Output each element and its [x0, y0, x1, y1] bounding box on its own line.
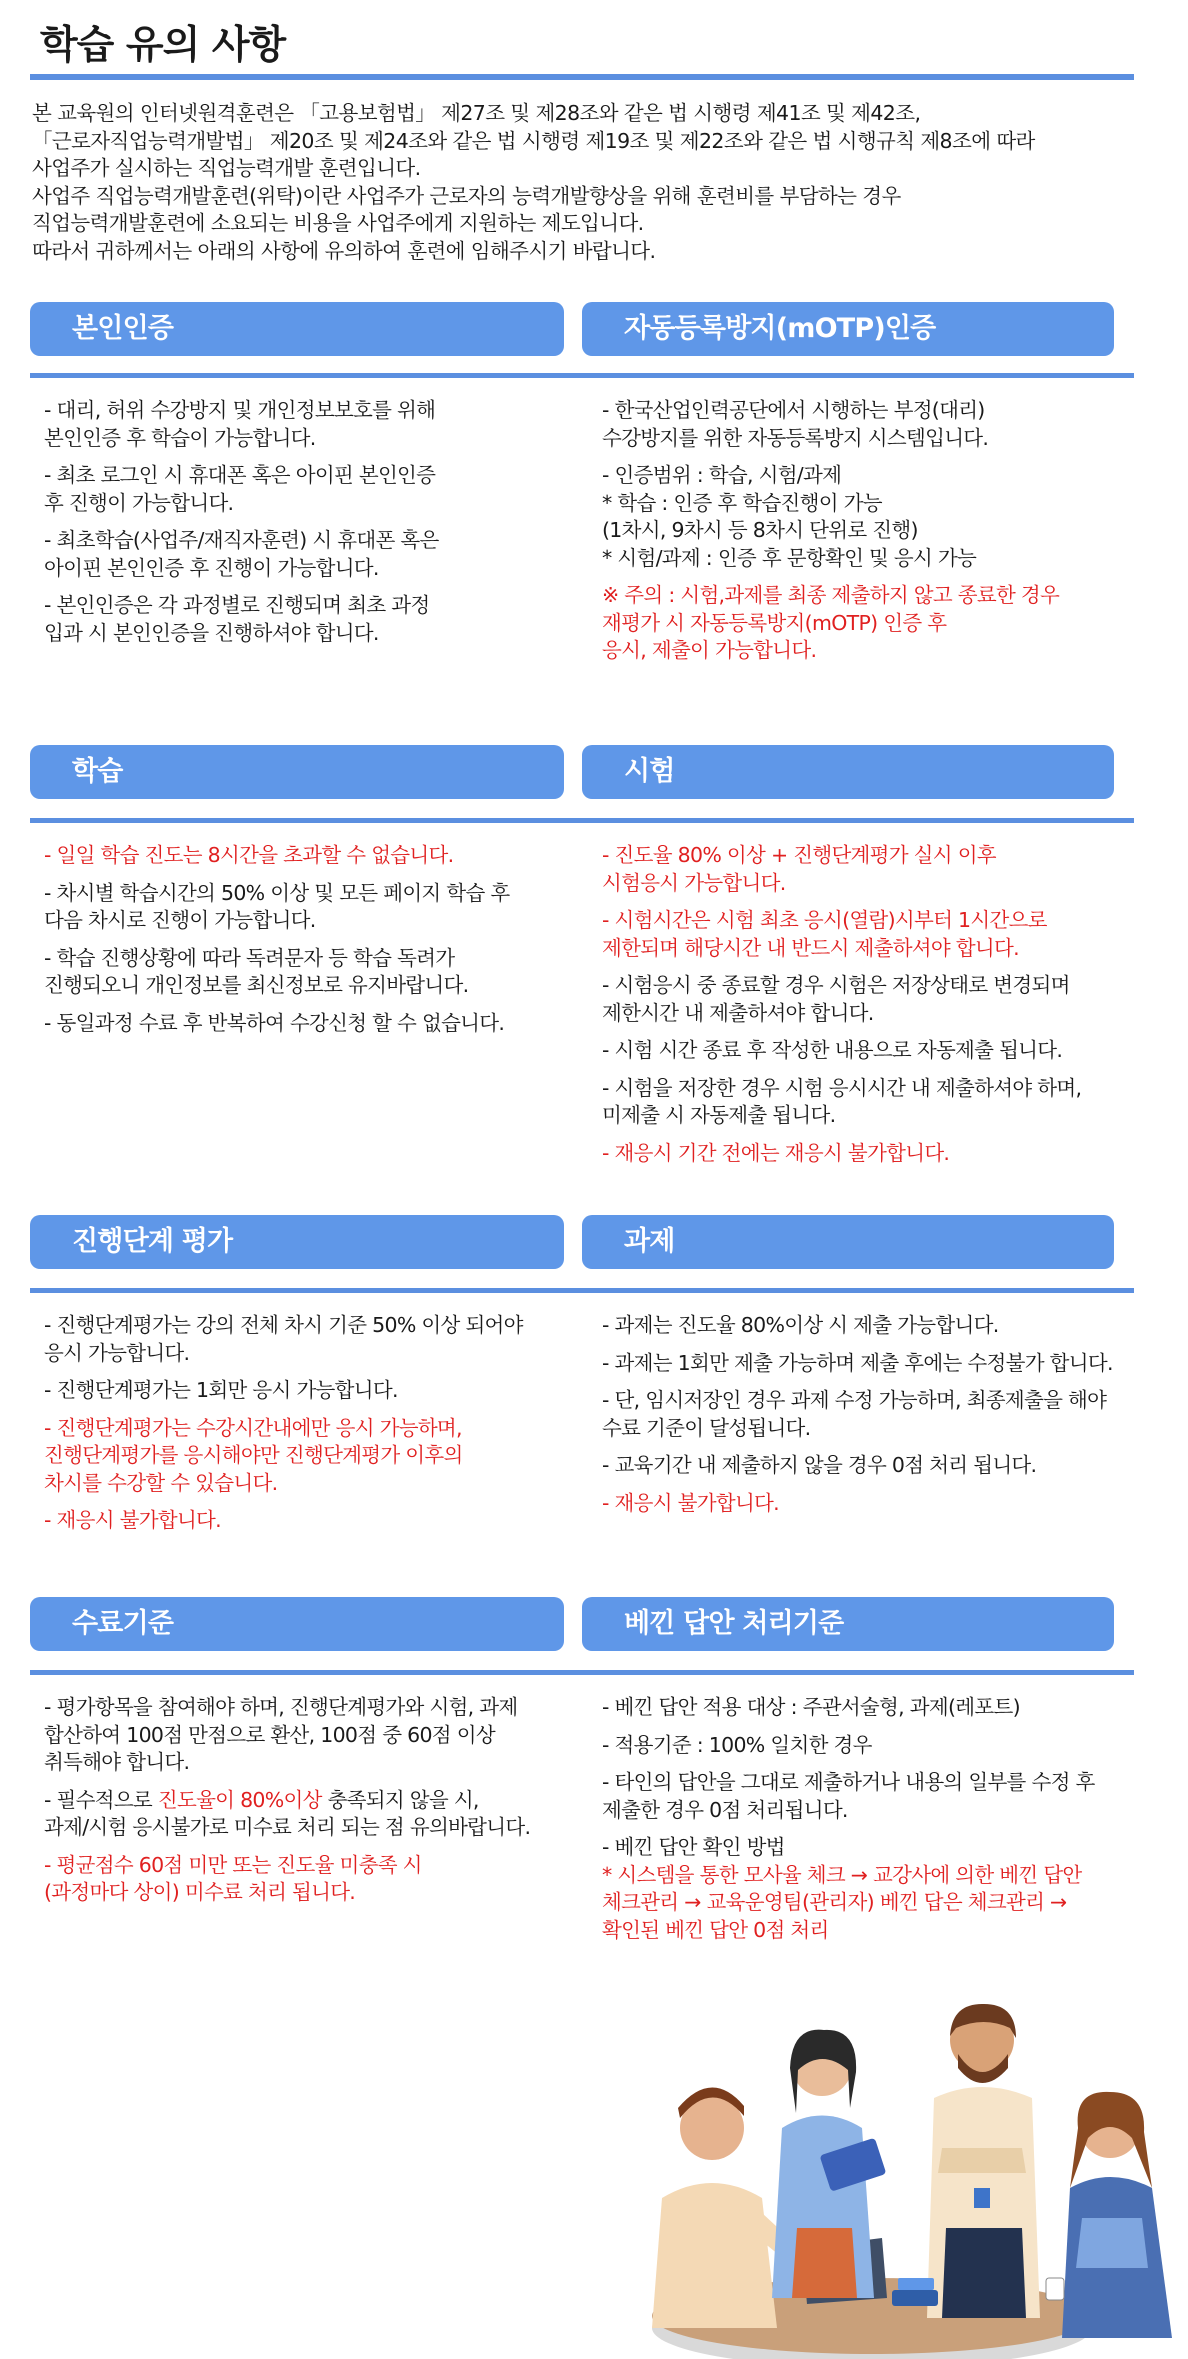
list-item: - 시험응시 중 종료할 경우 시험은 저장상태로 변경되며 제한시간 내 제출하셔야 합니다. — [602, 973, 1070, 1025]
cup-shape — [1046, 2278, 1064, 2300]
list-item: - 베낀 답안 적용 대상 : 주관서술형, 과제(레포트) — [602, 1695, 1020, 1719]
section-header-motp: 자동등록방지(mOTP)인증 — [582, 302, 1114, 356]
section-divider — [30, 373, 1134, 378]
list-item: - 적용기준 : 100% 일치한 경우 — [602, 1732, 872, 1757]
list-item: - 재응시 불가합니다. — [44, 1508, 221, 1532]
section-divider — [30, 1288, 1134, 1293]
list-item: - 인증범위 : 학습, 시험/과제 * 학습 : 인증 후 학습진행이 가능 (1차시, 9차시 등 8차시 단위로 진행) * 시험/과제 : 인증 후 문항확인 및 응시 가능 — [602, 463, 977, 570]
intro-line: 직업능력개발훈련에 소요되는 비용을 사업주에게 지원하는 제도입니다. — [32, 211, 644, 235]
plagiarism-note: * 시스템을 통한 모사율 체크 → 교강사에 의한 베낀 답안 체크관리 → 교육운영팀(관리자) 베낀 답은 체크관리 → 확인된 베낀 답안 0점 처리 — [602, 1862, 1082, 1942]
identity-content — [44, 397, 579, 657]
list-item: - 진행단계평가는 수강시간내에만 응시 가능하며, 진행단계평가를 응시해야만 진행단계평가 이후의 차시를 수강할 수 있습니다. — [44, 1415, 463, 1495]
list-item: - 일일 학습 진도는 8시간을 초과할 수 없습니다. — [44, 843, 454, 867]
badge-shape — [974, 2188, 990, 2208]
list-item: - 진행단계평가는 1회만 응시 가능합니다. — [44, 1378, 398, 1402]
section-divider — [30, 818, 1134, 823]
list-item: - 시험시간은 시험 최초 응시(열람)시부터 1시간으로 제한되며 해당시간 내 반드시 제출하셔야 합니다. — [602, 908, 1047, 960]
list-item: - 본인인증은 각 과정별로 진행되며 최초 과정 입과 시 본인인증을 진행하셔야 합니다. — [44, 593, 430, 645]
section-header-progress-eval: 진행단계 평가 — [30, 1215, 564, 1269]
section-header-assignment: 과제 — [582, 1215, 1114, 1269]
list-item: - 베낀 답안 확인 방법 * 시스템을 통한 모사율 체크 → 교강사에 의한 베낀 답안 체크관리 → 교육운영팀(관리자) 베낀 답은 체크관리 → 확인된 베낀 답안 0점 처리 — [602, 1834, 1177, 1944]
list-item: - 최초학습(사업주/재직자훈련) 시 휴대폰 혹은 아이핀 본인인증 후 진행이 가능합니다. — [44, 528, 439, 580]
completion-content — [44, 1694, 579, 1917]
list-item: - 평균점수 60점 미만 또는 진도율 미충족 시 (과정마다 상이) 미수료 처리 됩니다. — [44, 1852, 422, 1904]
list-item: - 과제는 1회만 제출 가능하며 제출 후에는 수정불가 합니다. — [602, 1350, 1113, 1375]
section-header-completion: 수료기준 — [30, 1597, 564, 1651]
list-item: - 한국산업인력공단에서 시행하는 부정(대리) 수강방지를 위한 자동등록방지 시스템입니다. — [602, 398, 989, 450]
list-item: - 시험 시간 종료 후 작성한 내용으로 자동제출 됩니다. — [602, 1038, 1063, 1062]
list-item: - 진도율 80% 이상 + 진행단계평가 실시 이후 시험응시 가능합니다. — [602, 843, 996, 895]
intro-line: 본 교육원의 인터넷원격훈련은 「고용보험법」 제27조 및 제28조와 같은 법 시행령 제41조 및 제42조, — [32, 101, 921, 125]
plagiarism-content — [602, 1694, 1177, 1954]
section-header-study: 학습 — [30, 745, 564, 799]
intro-line: 사업주 직업능력개발훈련(위탁)이란 사업주가 근로자의 능력개발향상을 위해 훈련비를 부담하는 경우 — [32, 183, 901, 208]
list-item: - 동일과정 수료 후 반복하여 수강신청 할 수 없습니다. — [44, 1010, 505, 1035]
list-item: - 학습 진행상황에 따라 독려문자 등 학습 독려가 진행되오니 개인정보를 최신정보로 유지바랍니다. — [44, 945, 469, 997]
list-item: - 차시별 학습시간의 50% 이상 및 모든 페이지 학습 후 다음 차시로 진행이 가능합니다. — [44, 880, 510, 932]
team-meeting-illustration — [612, 1998, 1188, 2359]
intro-paragraph — [32, 100, 1142, 265]
title-divider — [30, 74, 1134, 80]
list-item: - 대리, 허위 수강방지 및 개인정보보호를 위해 본인인증 후 학습이 가능합니다. — [44, 398, 436, 450]
list-item: - 필수적으로 진도율이 80%이상 충족되지 않을 시, 과제/시험 응시불가로 미수료 처리 되는 점 유의바랍니다. — [44, 1787, 531, 1839]
list-item: - 시험을 저장한 경우 시험 응시시간 내 제출하셔야 하며, 미제출 시 자동제출 됩니다. — [602, 1075, 1082, 1127]
motp-content — [602, 397, 1177, 675]
intro-line: 따라서 귀하께서는 아래의 사항에 유의하여 훈련에 임해주시기 바랍니다. — [32, 238, 656, 263]
intro-line: 사업주가 실시하는 직업능력개발 훈련입니다. — [32, 156, 421, 180]
section-divider — [30, 1670, 1134, 1675]
section-header-identity: 본인인증 — [30, 302, 564, 356]
list-item: - 단, 임시저장인 경우 과제 수정 가능하며, 최종제출을 해야 수료 기준이 달성됩니다. — [602, 1388, 1107, 1440]
list-item: - 평가항목을 참여해야 하며, 진행단계평가와 시험, 과제 합산하여 100점 만점으로 환산, 100점 중 60점 이상 취득해야 합니다. — [44, 1695, 518, 1774]
list-item: - 타인의 답안을 그대로 제출하거나 내용의 일부를 수정 후 제출한 경우 0점 처리됩니다. — [602, 1770, 1095, 1822]
highlight-text: 진도율이 80%이상 — [157, 1787, 322, 1812]
progress-eval-content — [44, 1312, 579, 1545]
list-item: - 최초 로그인 시 휴대폰 혹은 아이핀 본인인증 후 진행이 가능합니다. — [44, 463, 436, 515]
page-title: 학습 유의 사항 — [40, 23, 286, 68]
section-header-plagiarism: 베낀 답안 처리기준 — [582, 1597, 1114, 1651]
list-item: - 재응시 기간 전에는 재응시 불가합니다. — [602, 1140, 950, 1165]
study-content — [44, 842, 579, 1047]
list-item: - 과제는 진도율 80%이상 시 제출 가능합니다. — [602, 1313, 999, 1337]
section-header-exam: 시험 — [582, 745, 1114, 799]
intro-line: 「근로자직업능력개발법」 제20조 및 제24조와 같은 법 시행령 제19조 및 제22조와 같은 법 시행규칙 제8조에 따라 — [32, 128, 1035, 153]
book-shape — [892, 2290, 938, 2306]
list-item: - 교육기간 내 제출하지 않을 경우 0점 처리 됩니다. — [602, 1453, 1037, 1477]
list-item: - 재응시 불가합니다. — [602, 1490, 779, 1515]
warning-note: ※ 주의 : 시험,과제를 최종 제출하지 않고 종료한 경우 재평가 시 자동등록방지(mOTP) 인증 후 응시, 제출이 가능합니다. — [602, 583, 1060, 662]
assignment-content — [602, 1312, 1177, 1527]
person-body — [652, 2183, 777, 2328]
exam-content — [602, 842, 1177, 1177]
list-item: - 진행단계평가는 강의 전체 차시 기준 50% 이상 되어야 응시 가능합니다. — [44, 1313, 523, 1365]
